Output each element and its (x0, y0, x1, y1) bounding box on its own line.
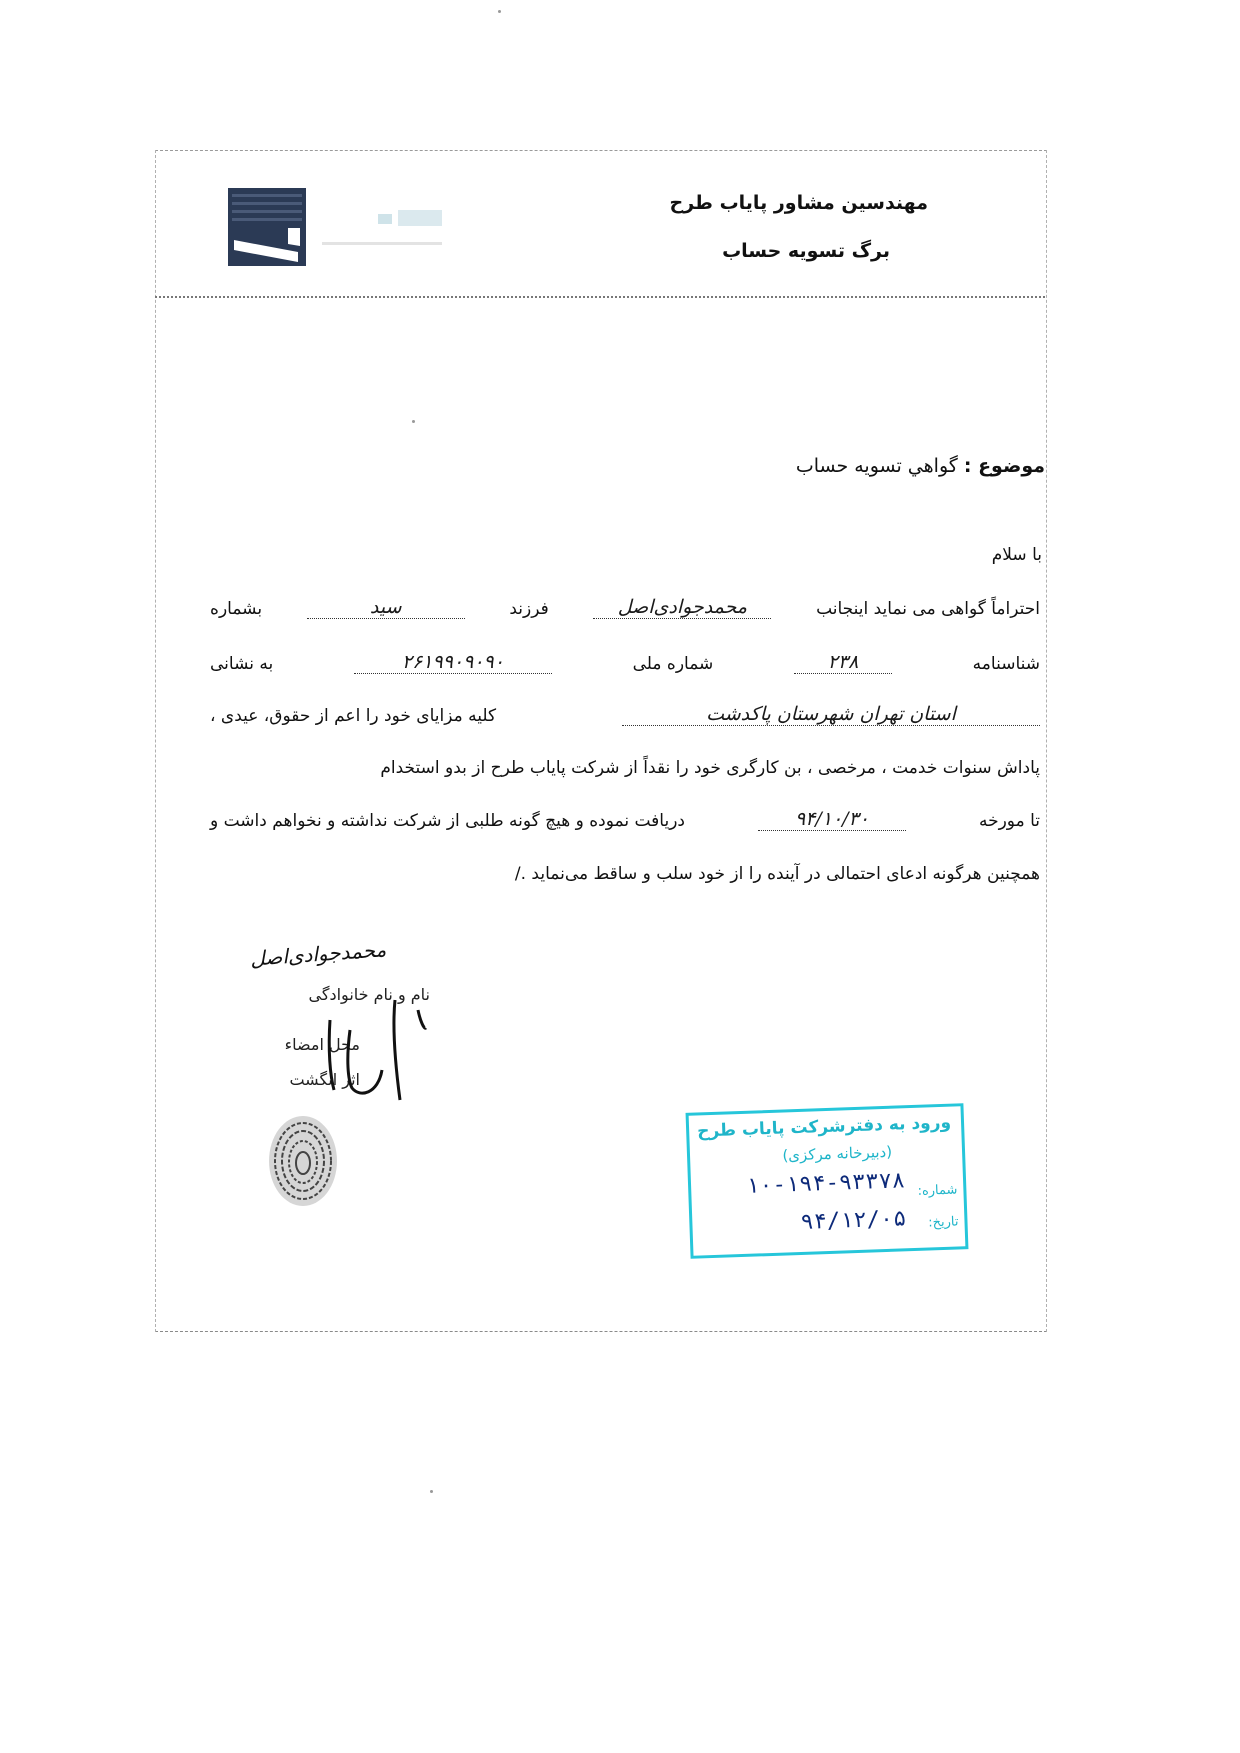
body-text: بشماره (210, 599, 263, 619)
body-text: به نشانی (210, 654, 274, 674)
header-divider (155, 296, 1045, 298)
signature-place-label: محل امضاء (284, 1035, 360, 1054)
handwritten-national-id: ۲۶۱۹۹۰۹۰۹۰ (354, 651, 552, 674)
body-text: شناسنامه (972, 654, 1040, 674)
registry-stamp (686, 1103, 969, 1259)
handwritten-name: محمدجوادی‌اصل (593, 596, 771, 619)
name-label: نام و نام خانوادگی (308, 985, 430, 1004)
company-name: مهندسین مشاور پایاب طرح (669, 192, 928, 214)
stamp-number: ۱۰-۱۹۴-۹۳۳۷۸ (745, 1168, 906, 1199)
handwritten-address: استان تهران شهرستان پاکدشت (622, 703, 1040, 726)
faded-logo-text-icon (318, 208, 458, 258)
body-text: کلیه مزایای خود را اعم از حقوق، عیدی ، (210, 706, 497, 726)
body-text: شماره ملی (632, 654, 714, 674)
handwritten-date: ۹۴/۱۰/۳۰ (758, 808, 906, 831)
stamp-subtitle: (دبیرخانه مرکزی) (782, 1142, 893, 1165)
form-title: برگ تسویه حساب (722, 240, 890, 262)
scan-speck (430, 1490, 433, 1493)
stamp-date-label: تاریخ: (928, 1214, 959, 1231)
body-text: همچنین هرگونه ادعای احتمالی در آینده را از خود سلب و ساقط می‌نماید ./ (514, 864, 1040, 884)
body-line-2 (210, 640, 1040, 674)
handwritten-father-name: سید (307, 596, 465, 619)
stamp-date: ۹۴/۱۲/۰۵ (800, 1206, 907, 1235)
body-text: دریافت نموده و هیچ گونه طلبی از شرکت نداشته و نخواهم داشت و (210, 811, 685, 831)
body-text: پاداش سنوات خدمت ، مرخصی ، بن کارگری خود را نقداً از شرکت پایاب طرح از بدو استخدام (380, 758, 1040, 778)
stamp-number-label: شماره: (917, 1182, 958, 1199)
body-line-5 (210, 797, 1040, 831)
body-text: فرزند (509, 599, 549, 619)
fingerprint-label: اثر انگشت (289, 1070, 360, 1089)
scan-speck (498, 10, 501, 13)
body-text: احتراماً گواهی می نماید اینجانب (816, 599, 1040, 619)
company-logo-icon (228, 188, 306, 266)
handwritten-id-number: ۲۳۸ (794, 651, 892, 674)
subject-label: موضوع : (963, 455, 1045, 477)
body-line-3 (210, 692, 1040, 726)
subject-line (796, 455, 1045, 477)
handwritten-signature-name: محمدجوادی‌اصل (249, 937, 387, 971)
body-line-1 (210, 585, 1040, 619)
stamp-title: ورود به دفترشرکت پایاب طرح (696, 1112, 952, 1142)
subject-text: گواهي تسويه حساب (795, 455, 958, 477)
handwritten-signature-icon (300, 990, 440, 1110)
greeting: با سلام (991, 545, 1042, 565)
body-line-4 (210, 744, 1040, 778)
fingerprint-icon (262, 1110, 344, 1212)
body-text: تا مورخه (978, 811, 1040, 831)
body-line-6 (210, 850, 1040, 884)
